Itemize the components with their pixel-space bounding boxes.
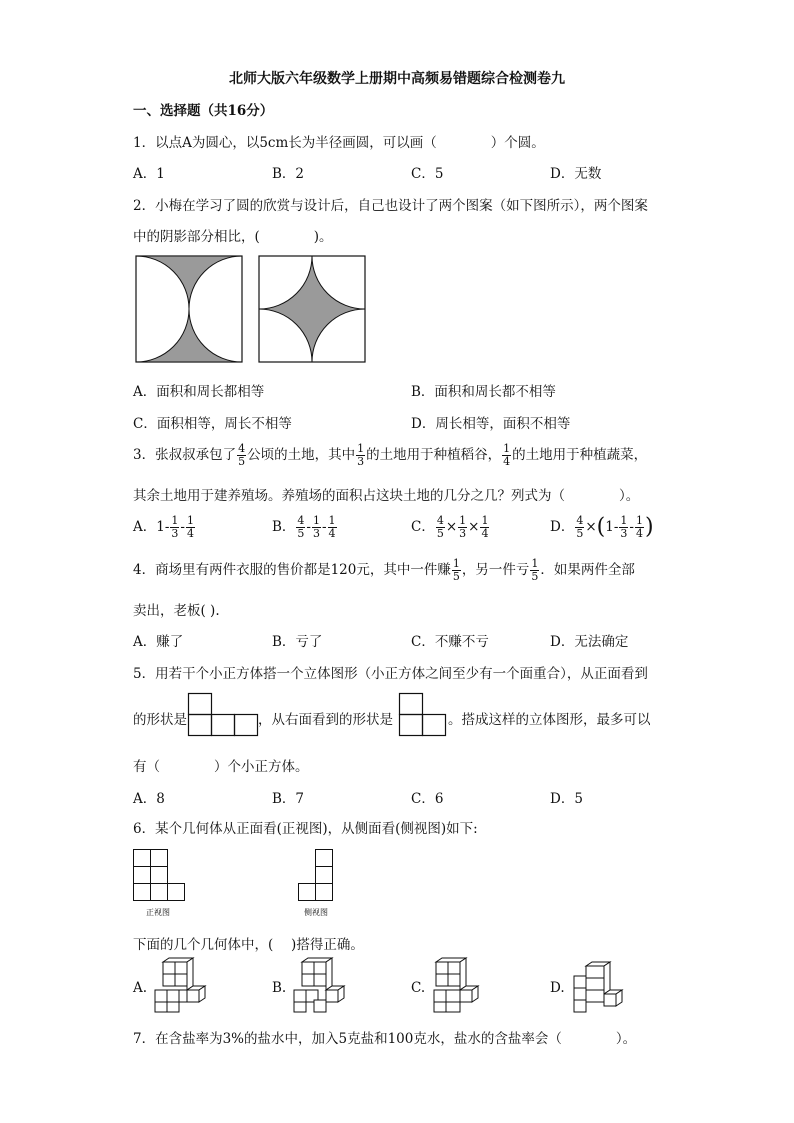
q3-stem-line1 <box>133 440 647 470</box>
q6-side-view <box>298 849 336 905</box>
q5-text-b: ，从右面看到的形状是 <box>258 712 393 728</box>
fraction: $\frac{1}{5}$ <box>531 557 539 583</box>
section-heading: 一、选择题（共16分） <box>133 103 274 119</box>
q1-stem: 1．以点A为圆心，以5cm长为半径画圆，可以画（ ）个圆。 <box>133 135 545 151</box>
q5-text-c: 。搭成这样的立体图形，最多可以 <box>448 712 651 728</box>
q2-figure-right <box>259 256 367 364</box>
q2-option-c: C．面积相等，周长不相等 <box>133 416 292 432</box>
q6-option-d: D. <box>550 980 565 996</box>
q3-option-a: A．1- $\frac{1}{3}$ - $\frac{1}{4}$ <box>133 514 194 540</box>
fraction: $\frac{4}{5}$ <box>238 442 246 468</box>
fraction: $\frac{1}{4}$ <box>503 442 511 468</box>
q5-text-a: 的形状是 <box>133 712 187 728</box>
q6-stem-line1: 6．某个几何体从正面看(正视图)，从侧面看(侧视图)如下: <box>133 821 478 837</box>
q2-stem-line1: 2．小梅在学习了圆的欣赏与设计后，自己也设计了两个图案（如下图所示），两个图案 <box>133 198 648 214</box>
q1-option-b: B．2 <box>272 166 305 182</box>
q6-front-label: 正视图 <box>146 908 170 917</box>
q3-option-b: B． $\frac{4}{5}$ - $\frac{1}{3}$ - $\frac{1}{4}$ <box>272 514 336 540</box>
fraction: $\frac{1}{3}$ <box>357 442 365 468</box>
q5-option-c: C．6 <box>411 791 444 807</box>
q3-stem-line2: 其余土地用于建养殖场。养殖场的面积占这块土地的几分之几？列式为（ ）。 <box>133 488 640 504</box>
q1-option-c: C．5 <box>411 166 444 182</box>
q2-stem-line2: 中的阴影部分相比，( )。 <box>133 229 333 245</box>
q6-solid-c <box>430 956 486 1014</box>
q6-solid-d <box>570 956 626 1014</box>
q6-solid-b <box>292 956 348 1014</box>
q5-stem-line3: 有（ ）个小正方体。 <box>133 759 309 775</box>
q5-stem-line1: 5．用若干个小正方体搭一个立体图形（小正方体之间至少有一个面重合），从正面看到 <box>133 666 648 682</box>
q5-option-b: B．7 <box>272 791 305 807</box>
q2-option-b: B．面积和周长都不相等 <box>411 384 556 400</box>
q6-option-b: B. <box>272 980 287 996</box>
q1-option-d: D．无数 <box>550 166 602 182</box>
q4-option-c: C．不赚不亏 <box>411 634 489 650</box>
q6-option-a: A. <box>133 980 148 996</box>
q2-figure-left <box>136 256 244 364</box>
q2-option-d: D．周长相等，面积不相等 <box>411 416 571 432</box>
q3-text-a: 3．张叔叔承包了 <box>133 447 237 463</box>
q3-option-c: C． $\frac{4}{5}$ × $\frac{1}{3}$ × $\frac{1}{4}$ <box>411 514 489 540</box>
q4-option-d: D．无法确定 <box>550 634 629 650</box>
q4-stem-line2: 卖出，老板( ). <box>133 603 220 619</box>
q3-option-d: D． $\frac{4}{5}$ ×(1- $\frac{1}{3}$ - $\frac{1}{4}$ ) <box>550 514 654 540</box>
q6-solid-a <box>153 956 209 1014</box>
page-title: 北师大版六年级数学上册期中高频易错题综合检测卷九 <box>229 71 565 87</box>
q2-option-a: A．面积和周长都相等 <box>133 384 265 400</box>
q3-text-b: 公顷的土地，其中 <box>247 447 356 463</box>
q4-stem-line1: 4．商场里有两件衣服的售价都是120元，其中一件赚 $\frac{1}{5}$ ，另一件亏 $\frac{1}{5}$ ．如果两件全部 <box>133 557 635 583</box>
q5-option-d: D．5 <box>550 791 583 807</box>
q1-option-a: A．1 <box>133 166 165 182</box>
q6-stem-line2: 下面的几个几何体中，( )搭得正确。 <box>133 937 364 953</box>
q4-option-b: B．亏了 <box>272 634 323 650</box>
q3-text-d: 的土地用于种植蔬菜， <box>512 447 648 463</box>
q7-stem: 7．在含盐率为3%的盐水中，加入5克盐和100克水，盐水的含盐率会（ ）。 <box>133 1031 637 1047</box>
q3-text-c: 的土地用于种植稻谷， <box>366 447 502 463</box>
q5-right-view <box>399 693 447 737</box>
q6-option-c: C. <box>411 980 426 996</box>
q5-front-view <box>188 693 258 737</box>
q4-option-a: A．赚了 <box>133 634 184 650</box>
q6-front-view <box>133 849 189 905</box>
q6-side-label: 侧视图 <box>304 908 328 917</box>
fraction: $\frac{1}{5}$ <box>452 557 460 583</box>
q5-option-a: A．8 <box>133 791 165 807</box>
